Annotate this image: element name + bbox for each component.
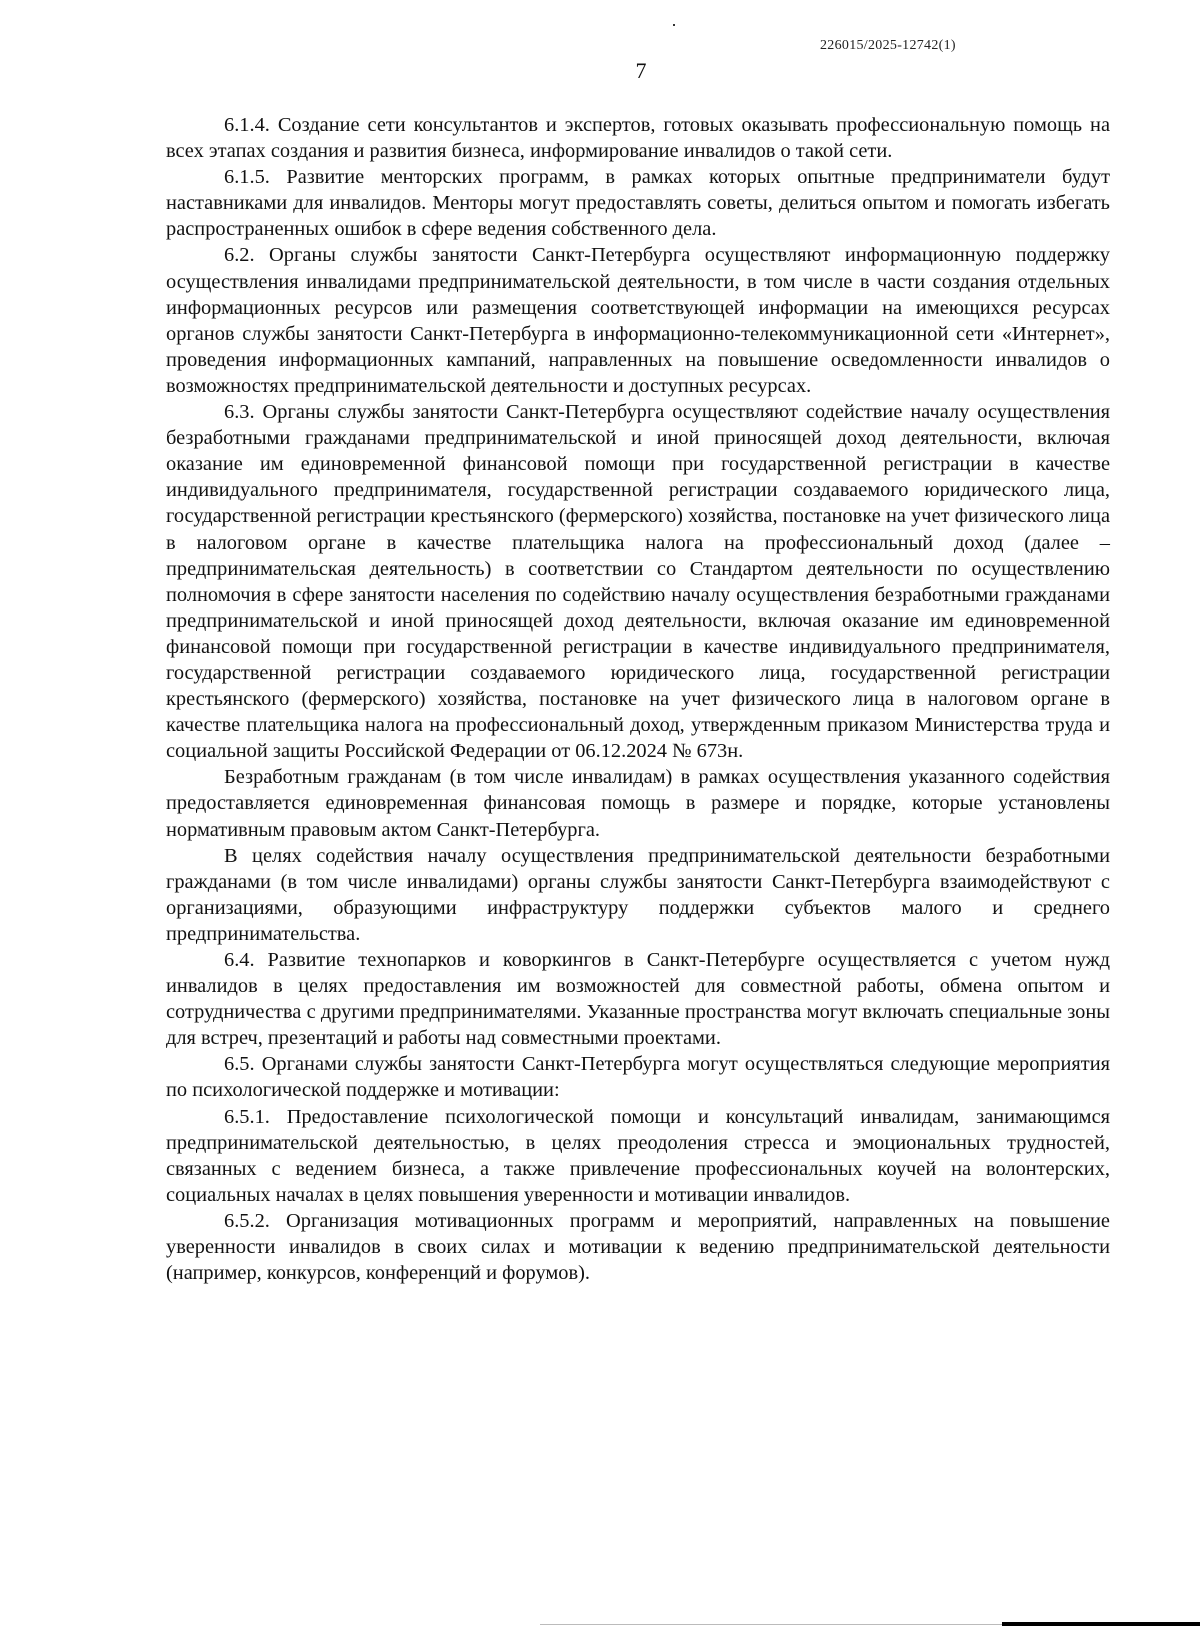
scan-edge-line xyxy=(540,1624,1002,1625)
paragraph-sme-infrastructure: В целях содействия началу осуществления предпринимательской деятельности безработными гражданами (в том числе инвалидами) органы службы занятости Санкт-Петербурга взаимодействуют с организациями, образующими инфраструктуру поддержки субъектов малого и среднего предпринимательства. xyxy=(166,844,1110,945)
paragraph-6-2: 6.2. Органы службы занятости Санкт-Петербурга осуществляют информационную поддержку осуществления инвалидами предпринимательской деятельности, в том числе в части создания отдельных информационных ресурсов или размещения соответствующей информации на имеющихся ресурсах органов службы занятости Санкт-Петербурга в информационно-телекоммуникационной сети «Интернет», проведения информационных кампаний, направленных на повышение осведомленности инвалидов о возможностях предпринимательской деятельности и доступных ресурсах. xyxy=(166,244,1110,397)
paragraph-6-5-1: 6.5.1. Предоставление психологической помощи и консультаций инвалидам, занимающимся предпринимательской деятельностью, в целях преодоления стресса и эмоциональных трудностей, связанных с ведением бизнеса, а также привлечение профессиональных коучей на волонтерских, социальных началах в целях повышения уверенности и мотивации инвалидов. xyxy=(166,1105,1110,1206)
scan-edge-bar xyxy=(1002,1622,1200,1626)
document-registration-number: 226015/2025-12742(1) xyxy=(820,38,956,53)
paragraph-unemployed-financial-aid: Безработным гражданам (в том числе инвалидам) в рамках осуществления указанного содействия предоставляется единовременная финансовая помощь в размере и порядке, которые установлены нормативным правовым актом Санкт-Петербурга. xyxy=(166,766,1110,841)
paragraph-6-1-5: 6.1.5. Развитие менторских программ, в рамках которых опытные предприниматели будут наставниками для инвалидов. Менторы могут предоставлять советы, делиться опытом и помогать избегать распространенных ошибок в сфере ведения собственного дела. xyxy=(166,166,1110,241)
paragraph-6-5: 6.5. Органами службы занятости Санкт-Петербурга могут осуществляться следующие мероприятия по психологической поддержке и мотивации: xyxy=(166,1053,1110,1102)
scan-artifact xyxy=(673,24,675,26)
paragraph-6-5-2: 6.5.2. Организация мотивационных программ и мероприятий, направленных на повышение уверенности инвалидов в своих силах и мотивации к ведению предпринимательской деятельности (например, конкурсов, конференций и форумов). xyxy=(166,1209,1110,1285)
paragraph-6-4: 6.4. Развитие технопарков и коворкингов в Санкт-Петербурге осуществляется с учетом нужд инвалидов в целях предоставления им возможностей для совместной работы, обмена опытом и сотрудничества с другими предпринимателями. Указанные пространства могут включать специальные зоны для встреч, презентаций и работы над совместными проектами. xyxy=(166,949,1110,1050)
page-number: 7 xyxy=(635,58,647,83)
paragraph-6-1-4: 6.1.4. Создание сети консультантов и экспертов, готовых оказывать профессиональную помощь на всех этапах создания и развития бизнеса, информирование инвалидов о такой сети. xyxy=(166,114,1110,163)
paragraph-6-3: 6.3. Органы службы занятости Санкт-Петербурга осуществляют содействие началу осуществления безработными гражданами предпринимательской и иной приносящей доход деятельности, включая оказание им единовременной финансовой помощи при государственной регистрации в качестве индивидуального предпринимателя, государственной регистрации создаваемого юридического лица, государственной регистрации крестьянского (фермерского) хозяйства, постановке на учет физического лица в налоговом органе в качестве плательщика налога на профессиональный доход (далее – предпринимательская деятельность) в соответствии со Стандартом деятельности по осуществлению полномочия в сфере занятости населения по содействию началу осуществления безработными гражданами предпринимательской и иной приносящей доход деятельности, включая оказание им единовременной финансовой помощи при государственной регистрации в качестве индивидуального предпринимателя, государственной регистрации создаваемого юридического лица, государственной регистрации крестьянского (фермерского) хозяйства, постановке на учет физического лица в налоговом органе в качестве плательщика налога на профессиональный доход, утвержденным приказом Министерства труда и социальной защиты Российской Федерации от 06.12.2024 № 673н. xyxy=(166,401,1110,763)
document-body xyxy=(166,112,1110,1286)
